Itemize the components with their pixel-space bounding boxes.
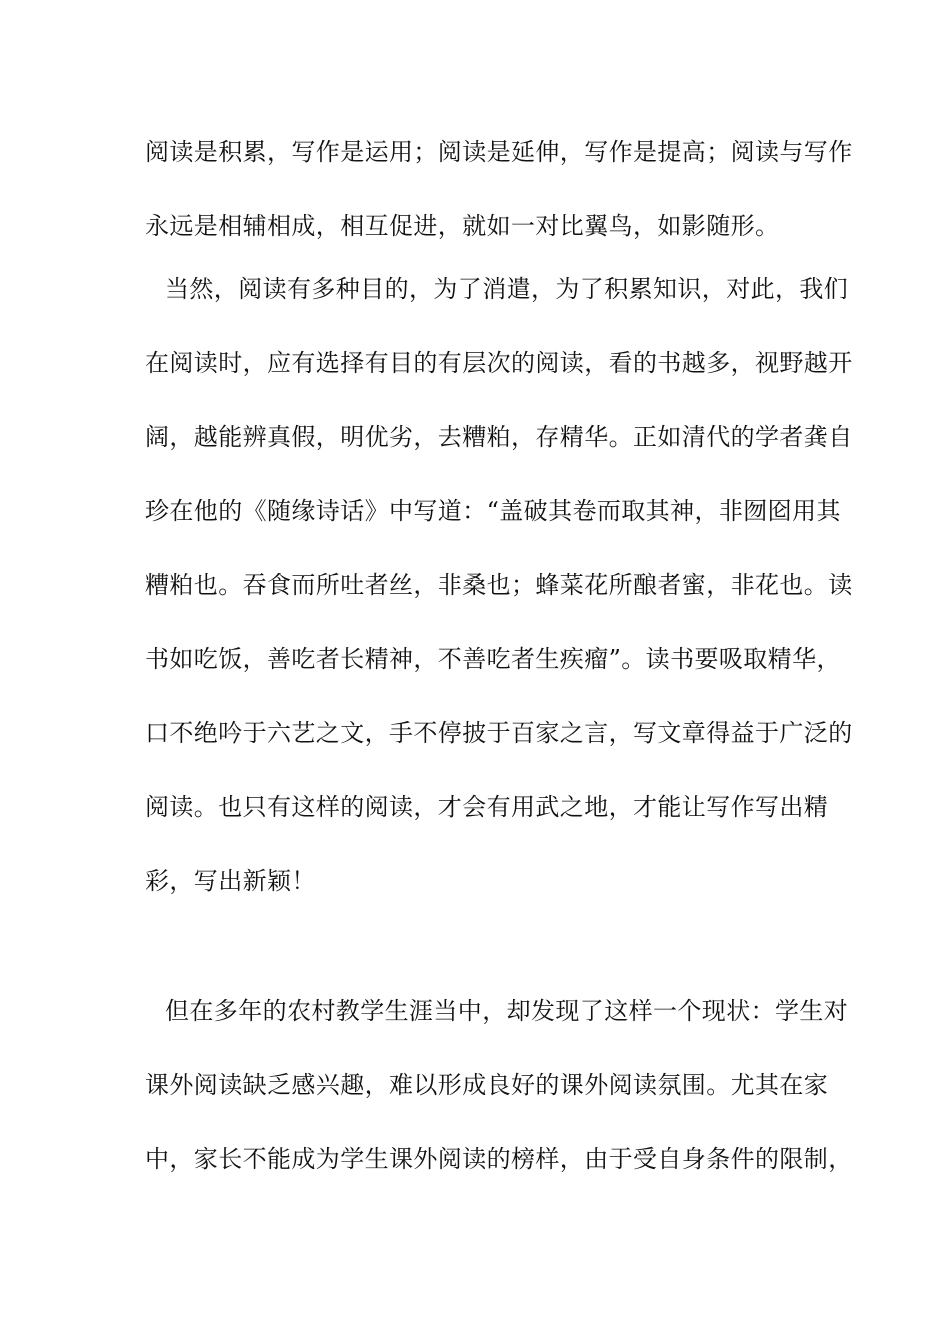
paragraph-2-line-1: 当然，阅读有多种目的，为了消遣，为了积累知识，对此，我们: [165, 275, 849, 303]
paragraph-2-line-4: 珍在他的《随缘诗话》中写道：“盖破其卷而取其神，非囫囵用其: [145, 497, 841, 525]
paragraph-1-line-1: 阅读是积累，写作是运用；阅读是延伸，写作是提高；阅读与写作: [145, 138, 853, 166]
paragraph-3-line-1: 但在多年的农村教学生涯当中，却发现了这样一个现状：学生对: [165, 997, 849, 1025]
paragraph-1-line-2: 永远是相辅相成，相互促进，就如一对比翼鸟，如影随形。: [145, 212, 780, 240]
paragraph-3-line-3: 中，家长不能成为学生课外阅读的榜样，由于受自身条件的限制，: [145, 1145, 853, 1173]
paragraph-2-line-8: 阅读。也只有这样的阅读，才会有用武之地，才能让写作写出精: [145, 793, 829, 821]
paragraph-2-line-5: 糟粕也。吞食而所吐者丝，非桑也；蜂菜花所酿者蜜，非花也。读: [145, 571, 853, 599]
paragraph-2-line-7: 口不绝吟于六艺之文，手不停披于百家之言，写文章得益于广泛的: [145, 719, 853, 747]
paragraph-2-line-9: 彩，写出新颖！: [145, 867, 316, 895]
paragraph-2-line-3: 阔，越能辨真假，明优劣，去糟粕，存精华。正如清代的学者龚自: [145, 423, 853, 451]
paragraph-3-line-2: 课外阅读缺乏感兴趣，难以形成良好的课外阅读氛围。尤其在家: [145, 1071, 829, 1099]
paragraph-2-line-6: 书如吃饭，善吃者长精神，不善吃者生疾瘤”。读书要吸取精华，: [145, 645, 841, 673]
paragraph-2-line-2: 在阅读时，应有选择有目的有层次的阅读，看的书越多，视野越开: [145, 349, 853, 377]
